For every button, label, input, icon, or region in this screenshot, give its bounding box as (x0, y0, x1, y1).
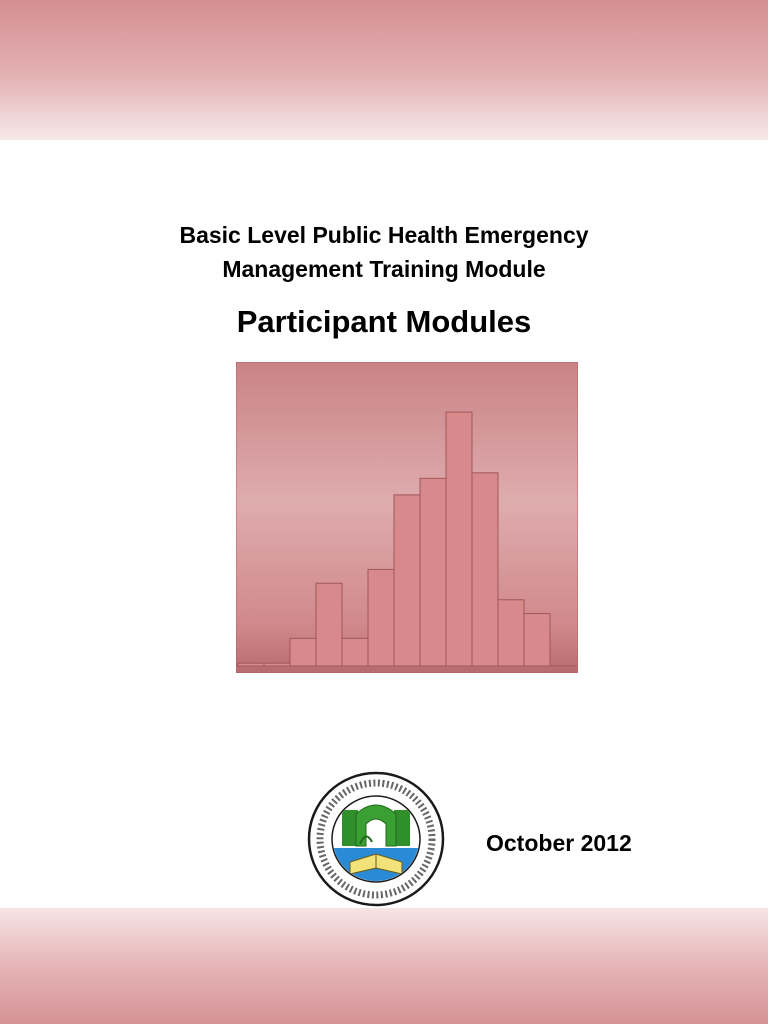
histogram-chart (236, 362, 578, 673)
histogram-bar-10 (472, 473, 498, 666)
histogram-bar-12 (524, 614, 550, 666)
histogram-bar-5 (342, 638, 368, 666)
title-line-1: Basic Level Public Health Emergency (179, 222, 589, 248)
histogram-bar-8 (420, 478, 446, 666)
bottom-decorative-band (0, 908, 768, 1024)
histogram-bar-1 (238, 663, 264, 666)
histogram-bar-2 (264, 663, 290, 666)
histogram-bar-11 (498, 600, 524, 666)
subtitle: Participant Modules (236, 304, 532, 339)
histogram-bar-9 (446, 412, 472, 666)
histogram-bar-7 (394, 495, 420, 666)
histogram-bar-4 (316, 583, 342, 666)
top-decorative-band (0, 0, 768, 140)
histogram-bar-6 (368, 569, 394, 666)
title-line-2: Management Training Module (222, 256, 546, 282)
histogram-bar-3 (290, 638, 316, 666)
publication-date: October 2012 (486, 830, 632, 856)
institute-seal-icon (306, 770, 446, 908)
